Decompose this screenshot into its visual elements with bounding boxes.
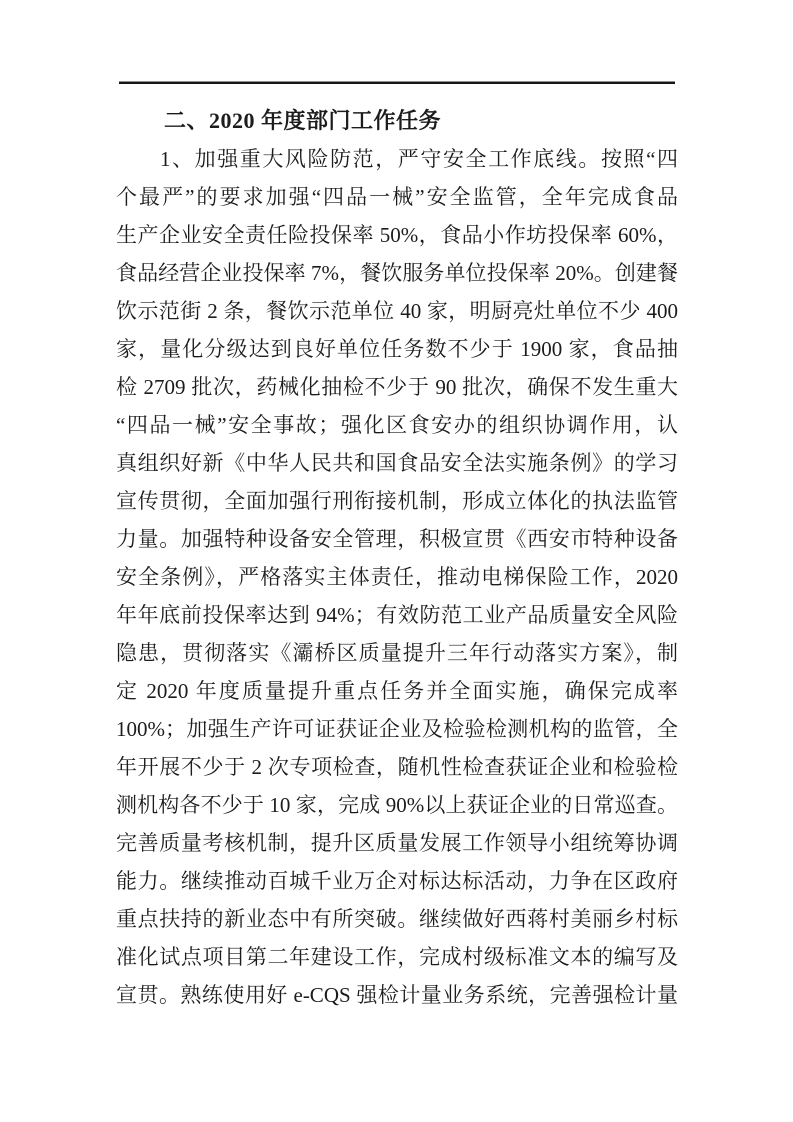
paragraph-line: 宣贯。熟练使用好 e-CQS 强检计量业务系统，完善强检计量 xyxy=(116,983,678,1007)
paragraph-line: 饮示范街 2 条，餐饮示范单位 40 家，明厨亮灶单位不少 400 xyxy=(116,299,678,323)
paragraph-line: 生产企业安全责任险投保率 50%，食品小作坊投保率 60%， xyxy=(116,223,678,247)
header-separator-line xyxy=(119,82,675,84)
paragraph-line: 完善质量考核机制，提升区质量发展工作领导小组统筹协调 xyxy=(116,831,678,855)
paragraph-line: 检 2709 批次，药械化抽检不少于 90 批次，确保不发生重大 xyxy=(116,375,678,399)
paragraph-line: 1、加强重大风险防范，严守安全工作底线。按照“四 xyxy=(160,147,678,171)
paragraph-line: 隐患，贯彻落实《灞桥区质量提升三年行动落实方案》，制 xyxy=(116,641,678,665)
paragraph-line: 100%；加强生产许可证获证企业及检验检测机构的监管，全 xyxy=(116,717,678,741)
paragraph-line: 食品经营企业投保率 7%，餐饮服务单位投保率 20%。创建餐 xyxy=(116,261,678,285)
paragraph-line: 年开展不少于 2 次专项检查，随机性检查获证企业和检验检 xyxy=(116,755,678,779)
paragraph-line: 力量。加强特种设备安全管理，积极宣贯《西安市特种设备 xyxy=(116,527,678,551)
paragraph-line: 测机构各不少于 10 家，完成 90%以上获证企业的日常巡查。 xyxy=(116,793,678,817)
paragraph-line: 宣传贯彻，全面加强行刑衔接机制，形成立体化的执法监管 xyxy=(116,489,678,513)
paragraph-line: 定 2020 年度质量提升重点任务并全面实施，确保完成率 xyxy=(116,679,678,703)
paragraph-line: 重点扶持的新业态中有所突破。继续做好西蒋村美丽乡村标 xyxy=(116,907,678,931)
paragraph-line: 安全条例》，严格落实主体责任，推动电梯保险工作，2020 xyxy=(116,565,678,589)
document-body xyxy=(116,102,678,1014)
paragraph-line: 真组织好新《中华人民共和国食品安全法实施条例》的学习 xyxy=(116,451,678,475)
paragraph-line: “四品一械”安全事故；强化区食安办的组织协调作用，认 xyxy=(116,413,678,437)
paragraph-line: 家，量化分级达到良好单位任务数不少于 1900 家，食品抽 xyxy=(116,337,678,361)
paragraph-line: 能力。继续推动百城千业万企对标达标活动，力争在区政府 xyxy=(116,869,678,893)
paragraph-line: 个最严”的要求加强“四品一械”安全监管，全年完成食品 xyxy=(116,185,678,209)
section-heading: 二、2020 年度部门工作任务 xyxy=(164,108,442,133)
paragraph-line: 准化试点项目第二年建设工作，完成村级标准文本的编写及 xyxy=(116,945,678,969)
paragraph-line: 年年底前投保率达到 94%；有效防范工业产品质量安全风险 xyxy=(116,603,678,627)
